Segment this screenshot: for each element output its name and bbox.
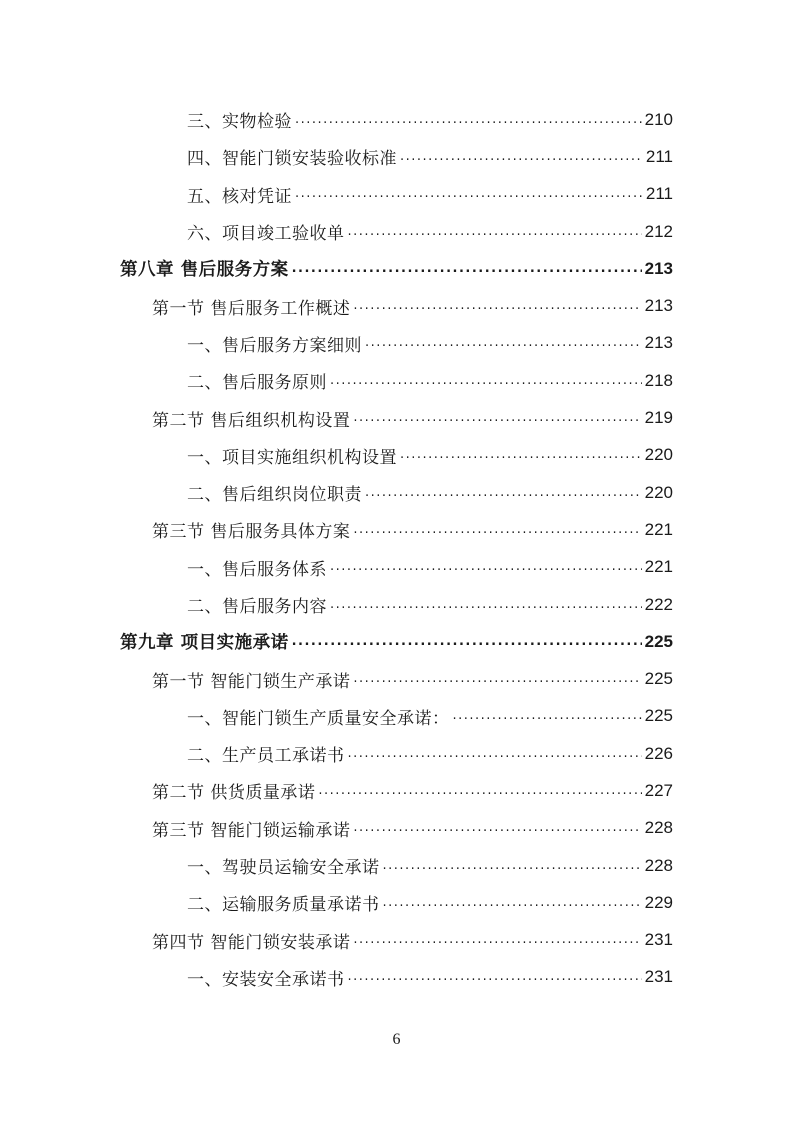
toc-leader-dots: [353, 296, 641, 316]
toc-entry[interactable]: [0, 884, 793, 921]
toc-section-entry[interactable]: [0, 399, 793, 436]
toc-entry-title: 三、实物检验: [187, 112, 292, 133]
toc-section-entry[interactable]: [0, 810, 793, 847]
toc-entry-page: 213: [644, 258, 673, 278]
page-number: 6: [392, 1031, 401, 1048]
toc-entry[interactable]: [0, 474, 793, 511]
toc-entry-page: 220: [644, 445, 673, 465]
toc-leader-dots: [348, 967, 642, 987]
toc-entry-title: 一、驾驶员运输安全承诺: [187, 858, 380, 879]
toc-entry-title: 二、售后服务内容: [187, 597, 327, 617]
toc-entry-title: 一、智能门锁生产质量安全承诺：: [187, 708, 450, 729]
toc-entry-title: 第一节 售后服务工作概述: [152, 298, 351, 319]
toc-leader-dots: [365, 333, 642, 353]
table-of-contents: [0, 101, 793, 996]
toc-entry-title: 第一节 智能门锁生产承诺: [152, 671, 351, 692]
toc-entry-page: 225: [644, 669, 673, 689]
toc-leader-dots: [330, 371, 642, 391]
toc-entry-page: 211: [645, 184, 673, 204]
toc-entry-page: 231: [644, 930, 673, 950]
toc-section-entry[interactable]: [0, 511, 793, 548]
toc-entry-title: 二、运输服务质量承诺书: [187, 895, 380, 916]
toc-entry-title: 第三节 售后服务具体方案: [152, 522, 351, 543]
toc-entry-page: 213: [644, 333, 673, 353]
toc-leader-dots: [318, 781, 641, 801]
toc-entry-page: 213: [644, 296, 673, 316]
toc-entry-page: 212: [644, 221, 673, 241]
toc-leader-dots: [292, 259, 642, 279]
toc-entry[interactable]: [0, 735, 793, 772]
toc-entry-page: 220: [644, 482, 673, 502]
toc-entry-page: 228: [644, 855, 673, 875]
toc-entry-page: 221: [644, 519, 673, 539]
toc-entry[interactable]: [0, 138, 793, 175]
toc-section-entry[interactable]: [0, 287, 793, 324]
toc-leader-dots: [330, 557, 642, 577]
toc-entry[interactable]: [0, 847, 793, 884]
toc-entry[interactable]: [0, 959, 793, 996]
toc-entry-page: 227: [644, 780, 673, 800]
toc-entry-title: 二、售后服务原则: [187, 373, 327, 394]
toc-entry[interactable]: [0, 213, 793, 250]
toc-entry-page: 231: [644, 967, 673, 987]
toc-entry-page: 221: [644, 557, 673, 577]
toc-entry-page: 211: [645, 146, 673, 166]
toc-entry-title: 二、生产员工承诺书: [187, 746, 345, 767]
toc-leader-dots: [348, 222, 642, 242]
toc-leader-dots: [292, 632, 642, 652]
toc-entry-title: 一、安装安全承诺书: [187, 969, 345, 990]
toc-entry-title: 一、售后服务体系: [187, 559, 327, 580]
toc-entry-title: 五、核对凭证: [187, 186, 292, 207]
toc-entry-page: 225: [644, 631, 673, 651]
toc-entry-title: 一、售后服务方案细则: [187, 335, 362, 356]
toc-entry-title: 四、智能门锁安装验收标准: [187, 149, 397, 170]
toc-entry-title: 第八章 售后服务方案: [120, 260, 289, 281]
toc-section-entry[interactable]: [0, 660, 793, 697]
toc-entry-title: 第二节 售后组织机构设置: [152, 410, 351, 431]
toc-entry[interactable]: [0, 325, 793, 362]
toc-leader-dots: [295, 110, 642, 130]
toc-entry[interactable]: [0, 549, 793, 586]
toc-entry-page: 228: [644, 818, 673, 838]
toc-entry[interactable]: [0, 176, 793, 213]
toc-section-entry[interactable]: [0, 922, 793, 959]
toc-leader-dots: [453, 706, 642, 726]
toc-leader-dots: [383, 893, 642, 913]
toc-entry-page: 210: [644, 109, 673, 129]
toc-leader-dots: [383, 856, 642, 876]
toc-entry-title: 第九章 项目实施承诺: [120, 633, 289, 654]
toc-entry[interactable]: [0, 362, 793, 399]
toc-chapter-entry[interactable]: [0, 623, 793, 660]
toc-entry-page: 225: [644, 706, 673, 726]
toc-section-entry[interactable]: [0, 772, 793, 809]
toc-entry-title: 第二节 供货质量承诺: [152, 783, 316, 804]
toc-leader-dots: [330, 595, 642, 615]
toc-leader-dots: [353, 408, 641, 428]
toc-entry-page: 226: [644, 743, 673, 763]
toc-leader-dots: [353, 520, 641, 540]
toc-leader-dots: [400, 445, 642, 465]
toc-entry-title: 一、项目实施组织机构设置: [187, 447, 397, 468]
toc-entry[interactable]: [0, 586, 793, 623]
toc-leader-dots: [295, 184, 643, 204]
toc-leader-dots: [353, 669, 641, 689]
toc-entry-page: 229: [644, 892, 673, 912]
toc-leader-dots: [365, 483, 642, 503]
toc-entry-title: 六、项目竣工验收单: [187, 224, 345, 245]
toc-leader-dots: [353, 930, 641, 950]
toc-chapter-entry[interactable]: [0, 250, 793, 287]
toc-leader-dots: [348, 744, 642, 764]
toc-entry-title: 二、售后组织岗位职责: [187, 485, 362, 506]
toc-entry-page: 222: [644, 594, 673, 614]
toc-entry-title: 第四节 智能门锁安装承诺: [152, 932, 351, 953]
toc-entry-page: 218: [644, 370, 673, 390]
toc-leader-dots: [400, 147, 643, 167]
toc-entry-title: 第三节 智能门锁运输承诺: [152, 820, 351, 841]
toc-entry[interactable]: [0, 101, 793, 138]
toc-entry[interactable]: [0, 437, 793, 474]
toc-leader-dots: [353, 818, 641, 838]
toc-entry[interactable]: [0, 698, 793, 735]
toc-entry-page: 219: [644, 408, 673, 428]
